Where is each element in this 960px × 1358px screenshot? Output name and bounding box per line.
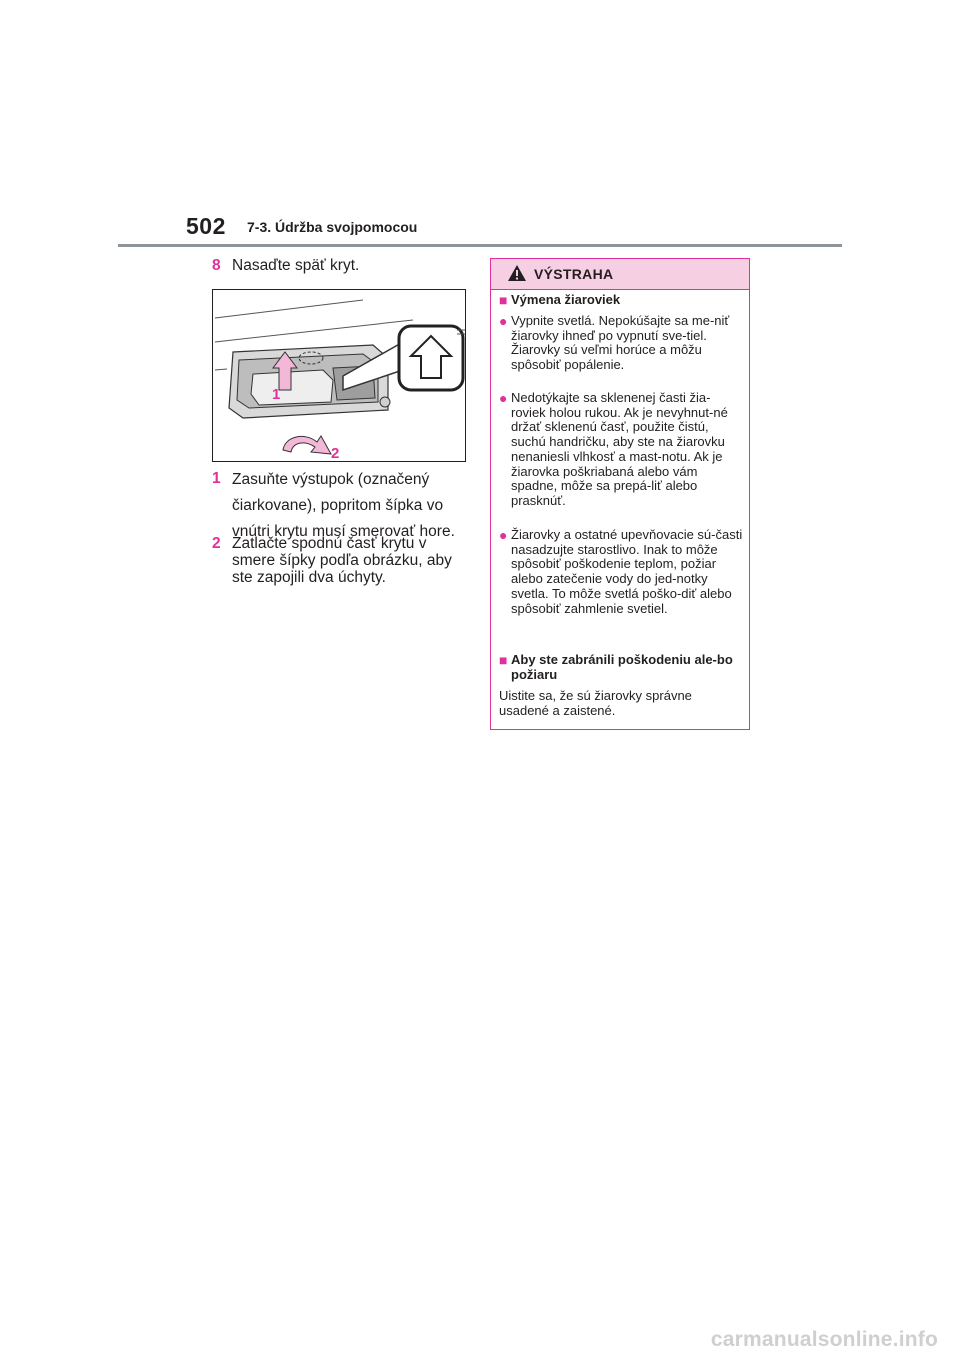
figure-label-2: 2	[331, 445, 340, 462]
cover-illustration	[212, 289, 466, 462]
header-divider	[118, 244, 842, 247]
step-number: 8	[212, 257, 221, 274]
step-text: Nasaďte späť kryt.	[232, 257, 360, 274]
warning-title: VÝSTRAHA	[534, 266, 614, 282]
warning-bullet	[499, 314, 745, 373]
step-text: Zatlačte spodnú časť krytu v smere šípky podľa obrázku, aby ste zapojili dva úchyty.	[232, 535, 452, 586]
step-1	[212, 467, 455, 540]
warning-bullet-text: Nedotýkajte sa sklenenej časti žia-roviek holou rukou. Ak je nevyhnut-né držať sklenenú časť, použite čistú, suchú handričku, aby ste na žiarovku nenaniesli vlhkosť a mast-notu. Ak je žiarovka poškriabaná alebo vám spadne, môže sa prepá-liť alebo prasknúť.	[511, 390, 728, 508]
page-number: 502	[186, 213, 226, 239]
warning-bullet-text: Vypnite svetlá. Nepokúšajte sa me-niť žiarovky ihneď po vypnutí sve-tiel. Žiarovky sú veľmi horúce a môžu spôsobiť popálenie.	[511, 313, 730, 373]
warning-heading-text: Aby ste zabránili poškodeniu ale-bo požiaru	[511, 652, 733, 682]
warning-header	[491, 259, 749, 290]
step-number: 1	[212, 470, 221, 487]
warning-bullet	[499, 391, 745, 509]
step-number: 2	[212, 535, 221, 552]
step-8	[212, 254, 360, 278]
square-bullet-icon: ■	[499, 292, 508, 308]
square-bullet-icon: ■	[499, 652, 508, 668]
warning-box	[490, 258, 750, 730]
step-text: Zasuňte výstupok (označený čiarkovane), popritom šípka vo vnútri krytu musí smerovať hore.	[232, 471, 455, 540]
warning-final-text: Uistite sa, že sú žiarovky správne usadené a zaistené.	[499, 688, 692, 718]
site-watermark: carmanualsonline.info	[710, 1328, 938, 1351]
circle-bullet-icon: ●	[499, 527, 508, 543]
step-2	[212, 535, 452, 586]
figure-label-1: 1	[272, 386, 281, 403]
warning-heading-bulb	[499, 293, 745, 308]
warning-bullet	[499, 528, 745, 616]
warning-heading-text: Výmena žiaroviek	[511, 292, 621, 307]
warning-bullet-text: Žiarovky a ostatné upevňovacie sú-časti nasadzujte starostlivo. Inak to môže spôsobiť poškodenie teplom, požiar alebo zatečenie vody do jed-notky svetla. To môže svetlá poško-diť alebo spôsobiť zahmlenie svetiel.	[511, 527, 743, 616]
section-title: 7-3. Údržba svojpomocou	[247, 219, 418, 235]
warning-heading-fire	[499, 653, 745, 682]
circle-bullet-icon: ●	[499, 390, 508, 406]
circle-bullet-icon: ●	[499, 313, 508, 329]
warning-triangle-icon	[507, 264, 527, 282]
